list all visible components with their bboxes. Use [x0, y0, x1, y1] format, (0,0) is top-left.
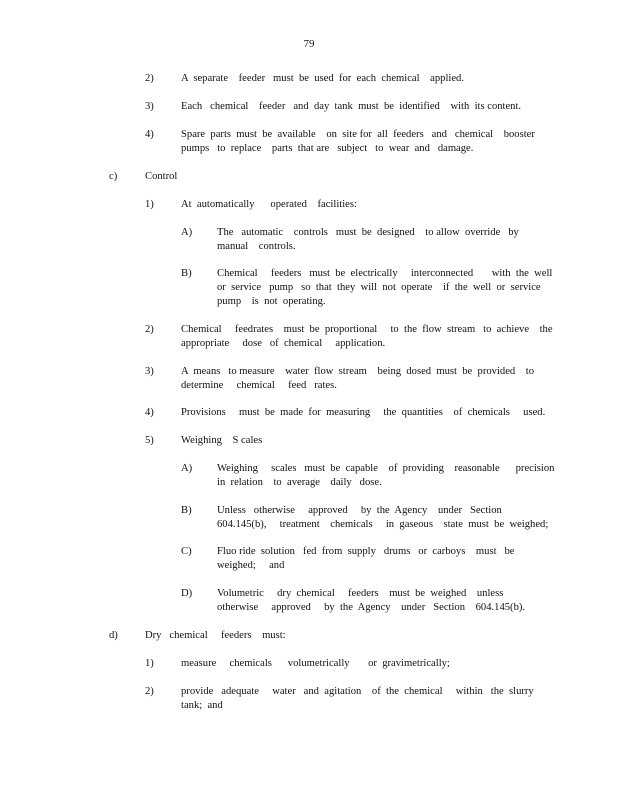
text-line: 604.145(b), treatment chemicals in gaseous state must be weighed;	[217, 519, 549, 530]
text-line: pump is not operating.	[217, 296, 326, 307]
text-line: Chemical feeders must be electrically interconnected with the well	[217, 268, 553, 279]
text-line: in relation to average daily dose.	[217, 477, 382, 488]
list-marker: D)	[181, 588, 193, 599]
list-marker: B)	[181, 268, 192, 279]
text-line: provide adequate water and agitation of the chemical within the slurry	[181, 686, 534, 697]
text-line: tank; and	[181, 700, 223, 711]
section-heading-c	[109, 170, 505, 184]
text-line: manual controls.	[217, 241, 296, 252]
list-item-b2	[145, 72, 531, 86]
list-marker: 2)	[145, 324, 154, 335]
list-marker: 5)	[145, 435, 154, 446]
list-item-c4	[145, 406, 546, 420]
text-line: Dry chemical feeders must:	[145, 630, 286, 641]
text-line: measure chemicals volumetrically or gravimetrically;	[181, 658, 450, 669]
list-item-b3	[145, 100, 531, 114]
list-marker: A)	[181, 227, 193, 238]
list-item-d2	[145, 685, 534, 713]
text-line: Unless otherwise approved by the Agency under Section	[217, 505, 502, 516]
list-marker: 2)	[145, 73, 154, 84]
list-item-c5B	[181, 504, 547, 532]
list-marker: 1)	[145, 658, 154, 669]
list-item-text	[217, 462, 555, 490]
list-item-text	[217, 545, 547, 573]
text-line: The automatic controls must be designed to allow override by	[217, 227, 519, 238]
list-item-c5A	[181, 462, 555, 490]
text-line: otherwise approved by the Agency under Section 604.145(b).	[217, 602, 526, 613]
text-line: or service pump so that they will not operate if the well or service	[217, 282, 541, 293]
text-line: A means to measure water flow stream being dosed must be provided to	[181, 366, 535, 377]
list-marker: A)	[181, 463, 193, 474]
list-item-c3	[145, 365, 535, 393]
list-item-c5	[145, 434, 531, 448]
list-item-text	[181, 100, 531, 114]
text-line: Fluo ride solution fed from supply drums or carboys must be	[217, 546, 515, 557]
list-item-text	[217, 267, 553, 309]
list-item-text	[181, 406, 546, 420]
list-item-text	[181, 323, 551, 351]
list-marker: d)	[109, 630, 118, 641]
list-item-d1	[145, 657, 531, 671]
text-line: determine chemical feed rates.	[181, 380, 337, 391]
list-item-c1	[145, 198, 531, 212]
list-item-text	[181, 128, 535, 156]
text-line: Control	[145, 171, 178, 182]
list-marker: c)	[109, 171, 118, 182]
text-line: Weighing S cales	[181, 435, 263, 446]
text-line: appropriate dose of chemical application.	[181, 338, 386, 349]
text-line: Spare parts must be available on site for all feeders and chemical booster	[181, 129, 535, 140]
page-number: 79	[303, 38, 315, 50]
text-line: Chemical feedrates must be proportional to the flow stream to achieve the	[181, 324, 553, 335]
list-marker: 2)	[145, 686, 154, 697]
section-heading-text	[145, 170, 505, 184]
list-item-text	[217, 226, 547, 254]
section-heading-text	[145, 629, 505, 643]
list-item-text	[181, 685, 534, 713]
text-line: Each chemical feeder and day tank must be identified with its content.	[181, 101, 522, 112]
list-item-text	[181, 198, 531, 212]
text-line: A separate feeder must be used for each chemical applied.	[181, 73, 464, 84]
list-marker: 4)	[145, 407, 154, 418]
list-marker: 3)	[145, 366, 154, 377]
list-item-text	[181, 365, 535, 393]
list-item-c1B	[181, 267, 553, 309]
text-line: Volumetric dry chemical feeders must be weighed unless	[217, 588, 504, 599]
list-marker: 4)	[145, 129, 154, 140]
list-item-c5D	[181, 587, 547, 615]
list-item-c1A	[181, 226, 547, 254]
list-item-text	[217, 504, 547, 532]
list-marker: 3)	[145, 101, 154, 112]
list-item-c2	[145, 323, 551, 351]
text-line: Provisions must be made for measuring the quantities of chemicals used.	[181, 407, 546, 418]
list-marker: 1)	[145, 199, 154, 210]
list-item-text	[181, 434, 531, 448]
list-item-text	[181, 72, 531, 86]
list-item-c5C	[181, 545, 547, 573]
list-item-text	[181, 657, 531, 671]
text-line: Weighing scales must be capable of providing reasonable precision	[217, 463, 555, 474]
list-marker: B)	[181, 505, 192, 516]
list-marker: C)	[181, 546, 192, 557]
text-line: pumps to replace parts that are subject to wear and damage.	[181, 143, 474, 154]
text-line: At automatically operated facilities:	[181, 199, 357, 210]
list-item-b4	[145, 128, 535, 156]
section-heading-d	[109, 629, 505, 643]
text-line: weighed; and	[217, 560, 285, 571]
list-item-text	[217, 587, 547, 615]
